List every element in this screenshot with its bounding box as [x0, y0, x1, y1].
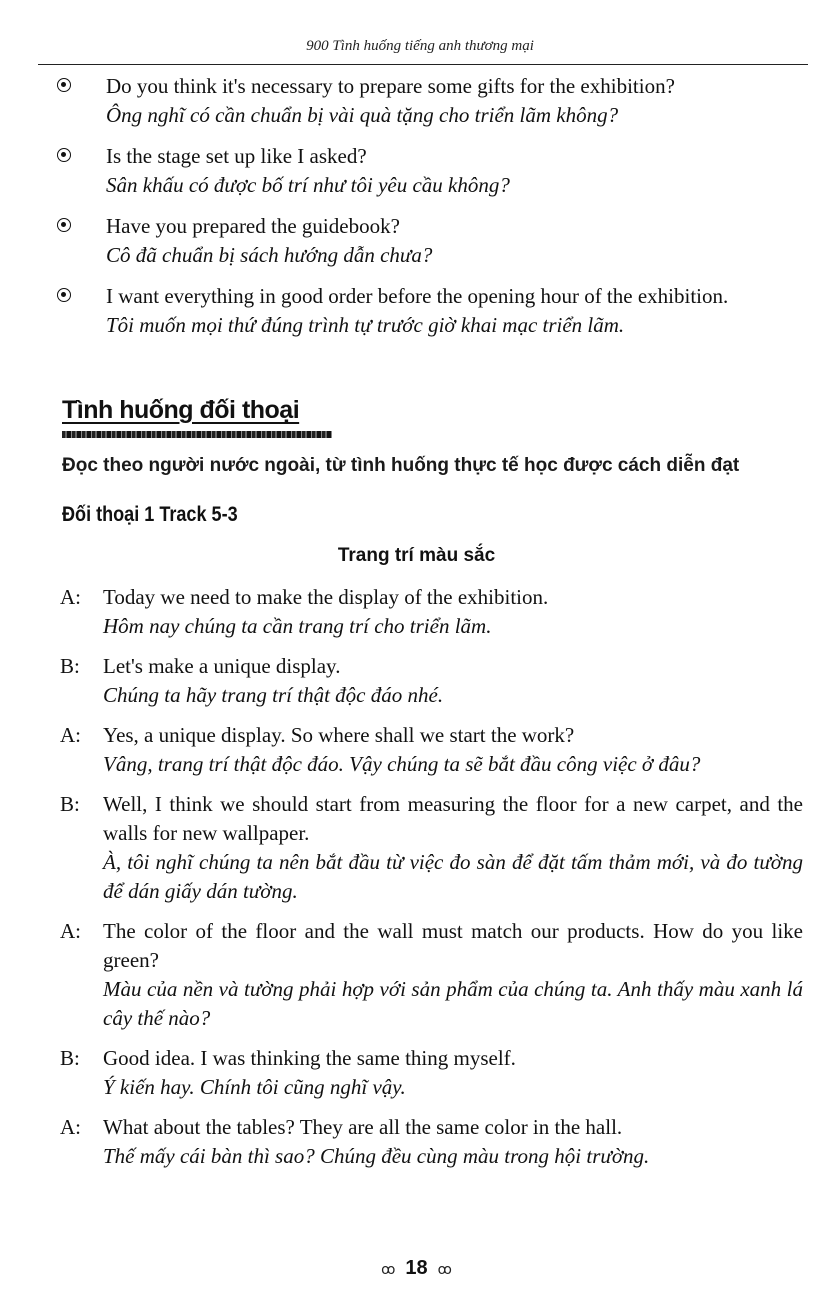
speaker-label: A:	[60, 585, 81, 609]
phrase-item	[0, 282, 833, 340]
dialogue-turn	[0, 583, 833, 641]
dialogue-turn	[0, 917, 833, 1033]
dialogue-list	[0, 583, 833, 1182]
turn-vietnamese: Hôm nay chúng ta cần trang trí cho triển lãm.	[103, 614, 492, 638]
turn-vietnamese: Chúng ta hãy trang trí thật độc đáo nhé.	[103, 683, 444, 707]
phrase-item	[0, 72, 833, 130]
ornament-right-icon: ꝏ	[437, 1261, 452, 1277]
turn-english: Today we need to make the display of the exhibition.	[103, 585, 549, 609]
phrase-item	[0, 142, 833, 200]
speaker-label: A:	[60, 919, 81, 943]
phrase-vietnamese: Cô đã chuẩn bị sách hướng dẫn chưa?	[106, 243, 433, 267]
dialogue-turn	[0, 1113, 833, 1171]
speaker-label: B:	[60, 792, 80, 816]
dialogue-turn	[0, 652, 833, 710]
speaker-label: A:	[60, 723, 81, 747]
page-number	[0, 1257, 833, 1280]
page-number-value: 18	[405, 1257, 428, 1279]
circle-bullet-icon	[57, 78, 71, 92]
turn-english: Yes, a unique display. So where shall we start the work?	[103, 723, 575, 747]
turn-vietnamese: À, tôi nghĩ chúng ta nên bắt đầu từ việc đo sàn để đặt tấm thảm mới, và đo tường để dán giấy dán tường.	[103, 850, 803, 903]
turn-vietnamese: Vâng, trang trí thật độc đáo. Vậy chúng ta sẽ bắt đầu công việc ở đâu?	[103, 752, 701, 776]
turn-english: What about the tables? They are all the same color in the hall.	[103, 1115, 623, 1139]
turn-english: Well, I think we should start from measuring the floor for a new carpet, and the walls for new wallpaper.	[103, 792, 803, 845]
circle-bullet-icon	[57, 218, 71, 232]
phrase-vietnamese: Tôi muốn mọi thứ đúng trình tự trước giờ khai mạc triển lãm.	[106, 313, 625, 337]
dialogue-turn	[0, 790, 833, 906]
turn-english: The color of the floor and the wall must match our products. How do you like green?	[103, 919, 803, 972]
dialogue-title: Trang trí màu sắc	[337, 545, 496, 566]
ornament-left-icon: ꝏ	[381, 1261, 396, 1277]
circle-bullet-icon	[57, 148, 71, 162]
turn-vietnamese: Thế mấy cái bàn thì sao? Chúng đều cùng màu trong hội trường.	[103, 1144, 650, 1168]
section-title: Tình huống đối thoại	[62, 396, 300, 424]
phrase-vietnamese: Ông nghĩ có cần chuẩn bị vài quà tặng cho triển lãm không?	[106, 103, 619, 127]
section-intro: Đọc theo người nước ngoài, từ tình huống thực tế học được cách diễn đạt	[62, 455, 740, 476]
dialogue-turn	[0, 1044, 833, 1102]
turn-vietnamese: Màu của nền và tường phải hợp với sản phẩm của chúng ta. Anh thấy màu xanh lá cây thế nào?	[103, 977, 803, 1030]
speaker-label: B:	[60, 1046, 80, 1070]
phrase-english: Do you think it's necessary to prepare some gifts for the exhibition?	[106, 74, 675, 98]
circle-bullet-icon	[57, 288, 71, 302]
phrase-english: Is the stage set up like I asked?	[106, 144, 367, 168]
phrase-vietnamese: Sân khấu có được bố trí như tôi yêu cầu không?	[106, 173, 510, 197]
speaker-label: A:	[60, 1115, 81, 1139]
dialogue-heading: Đối thoại 1 Track 5-3	[62, 503, 238, 526]
header-rule	[38, 64, 808, 65]
turn-vietnamese: Ý kiến hay. Chính tôi cũng nghĩ vậy.	[103, 1075, 406, 1099]
phrase-english: Have you prepared the guidebook?	[106, 214, 400, 238]
phrase-item	[0, 212, 833, 270]
running-header: 900 Tình huống tiếng anh thương mại	[306, 38, 534, 54]
speaker-label: B:	[60, 654, 80, 678]
dialogue-turn	[0, 721, 833, 779]
phrase-english: I want everything in good order before the opening hour of the exhibition.	[106, 284, 729, 308]
turn-english: Let's make a unique display.	[103, 654, 341, 678]
section-title-bar	[62, 431, 332, 438]
phrase-list	[0, 72, 833, 352]
turn-english: Good idea. I was thinking the same thing myself.	[103, 1046, 516, 1070]
